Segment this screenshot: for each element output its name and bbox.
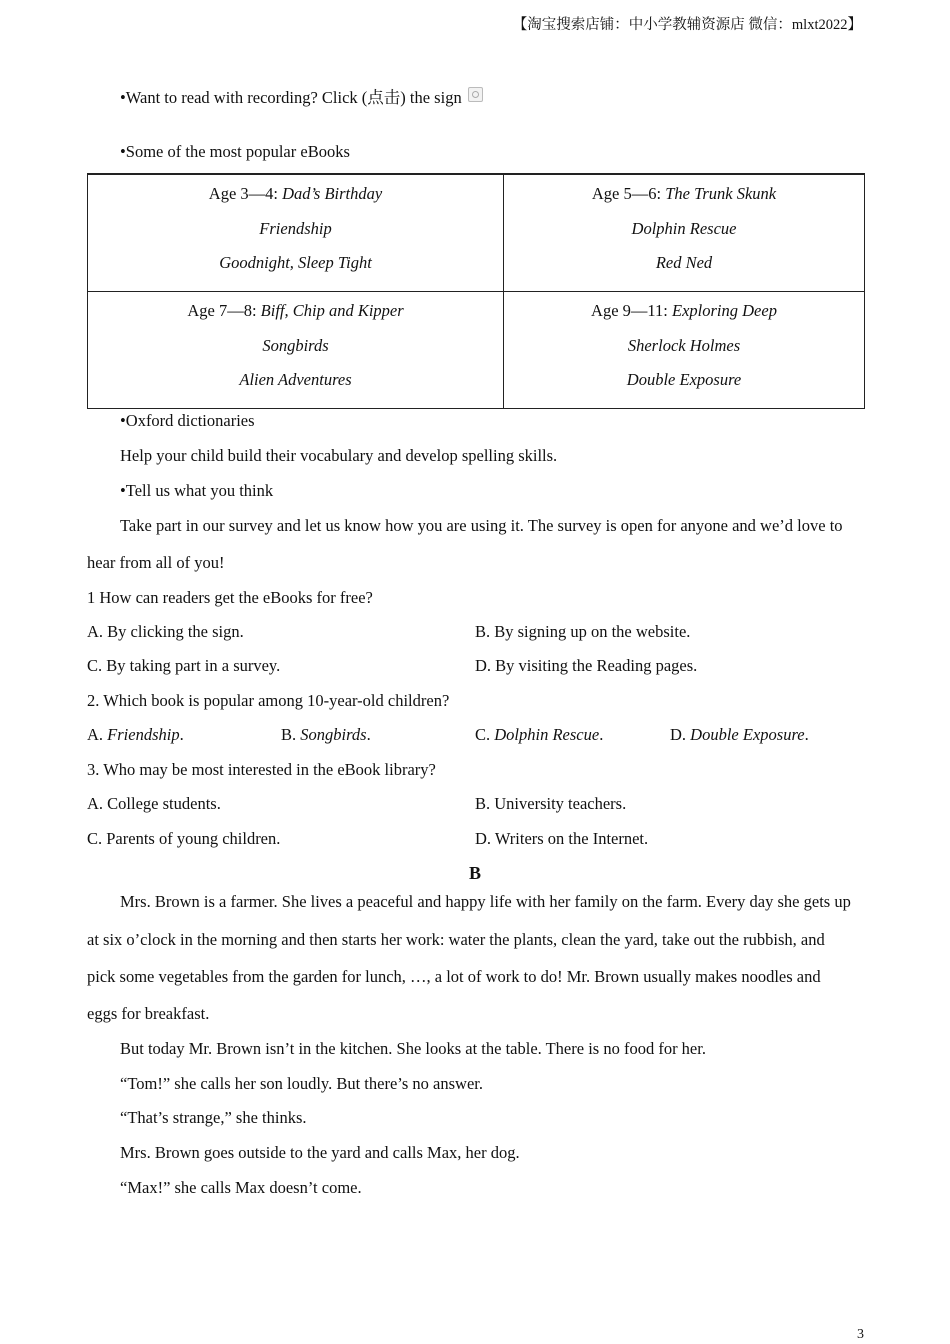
q3-option-d: D. Writers on the Internet. xyxy=(475,829,649,848)
recording-bullet xyxy=(120,84,483,108)
table-cell-age-5-6 xyxy=(504,174,865,292)
passage-line: Mrs. Brown goes outside to the yard and calls Max, her dog. xyxy=(120,1143,520,1162)
q2-option-b: B. Songbirds. xyxy=(281,725,371,744)
book-title: Goodnight, Sleep Tight xyxy=(219,253,372,272)
passage-line: “That’s strange,” she thinks. xyxy=(120,1108,307,1127)
passage-line: at six o’clock in the morning and then starts her work: water the plants, clean the yard, take out the rubbish, and xyxy=(87,930,825,949)
book-title: Dolphin Rescue xyxy=(631,218,737,238)
q2-option-c: C. Dolphin Rescue. xyxy=(475,725,604,744)
survey-text-line: Take part in our survey and let us know how you are using it. The survey is open for anyone and we’d love to xyxy=(120,516,843,535)
dictionaries-bullet: •Oxford dictionaries xyxy=(120,411,255,430)
section-b-title: B xyxy=(468,863,481,883)
page-number: 3 xyxy=(857,1327,864,1342)
book-title: Dad’s Birthday xyxy=(282,184,383,203)
book-title: Sherlock Holmes xyxy=(627,335,741,355)
book-title: Biff, Chip and Kipper xyxy=(260,301,404,320)
q2-option-a: A. Friendship. xyxy=(87,725,184,744)
table-row xyxy=(88,174,865,292)
passage-line: pick some vegetables from the garden for lunch, …, a lot of work to do! Mr. Brown usually makes noodles and xyxy=(87,967,821,986)
cell-line: Age 7—8: Biff, Chip and Kipper xyxy=(187,301,404,320)
question-1: 1 How can readers get the eBooks for free? xyxy=(87,588,373,607)
passage-line: eggs for breakfast. xyxy=(87,1004,210,1023)
q1-option-a: A. By clicking the sign. xyxy=(87,622,244,641)
passage-line: But today Mr. Brown isn’t in the kitchen. She looks at the table. There is no food for her. xyxy=(120,1039,706,1058)
tell-us-bullet: •Tell us what you think xyxy=(120,481,274,500)
ebooks-table xyxy=(87,173,865,409)
book-title: Double Exposure xyxy=(626,370,742,389)
recording-text: •Want to read with recording? Click (点击) the sign xyxy=(120,88,462,107)
book-title: The Trunk Skunk xyxy=(665,184,777,203)
book-title: Songbirds xyxy=(262,335,329,355)
question-2: 2. Which book is popular among 10-year-old children? xyxy=(87,691,450,710)
question-3: 3. Who may be most interested in the eBook library? xyxy=(87,760,436,779)
book-title: Red Ned xyxy=(655,253,713,272)
dictionaries-description: Help your child build their vocabulary and develop spelling skills. xyxy=(120,446,558,465)
popular-ebooks-bullet: •Some of the most popular eBooks xyxy=(120,142,350,161)
book-title: Exploring Deep xyxy=(672,301,777,320)
q1-option-b: B. By signing up on the website. xyxy=(475,622,691,641)
audio-sign-icon[interactable] xyxy=(468,87,483,102)
cell-line: Age 9—11: Exploring Deep xyxy=(591,301,777,320)
q2-option-d: D. Double Exposure. xyxy=(670,725,809,744)
q1-option-d: D. By visiting the Reading pages. xyxy=(475,656,698,675)
q1-option-c: C. By taking part in a survey. xyxy=(87,656,281,675)
page-header: 【淘宝搜索店铺：中小学教辅资源店 微信：mlxt2022】 xyxy=(512,17,862,33)
table-row xyxy=(88,292,865,409)
book-title: Friendship xyxy=(259,218,332,238)
table-cell-age-9-11 xyxy=(504,292,865,409)
q3-option-a: A. College students. xyxy=(87,794,221,813)
cell-line: Age 5—6: The Trunk Skunk xyxy=(591,184,777,203)
cell-line: Age 3—4: Dad’s Birthday xyxy=(208,184,383,203)
passage-line: Mrs. Brown is a farmer. She lives a peaceful and happy life with her family on the farm. Every day she gets up xyxy=(120,892,851,911)
book-title: Alien Adventures xyxy=(239,370,352,389)
passage-line: “Max!” she calls Max doesn’t come. xyxy=(120,1178,362,1197)
passage-line: “Tom!” she calls her son loudly. But there’s no answer. xyxy=(120,1074,483,1093)
table-cell-age-3-4 xyxy=(88,174,504,292)
q3-option-b: B. University teachers. xyxy=(475,794,627,813)
q3-option-c: C. Parents of young children. xyxy=(87,829,281,848)
table-cell-age-7-8 xyxy=(88,292,504,409)
survey-text-line: hear from all of you! xyxy=(87,553,225,572)
